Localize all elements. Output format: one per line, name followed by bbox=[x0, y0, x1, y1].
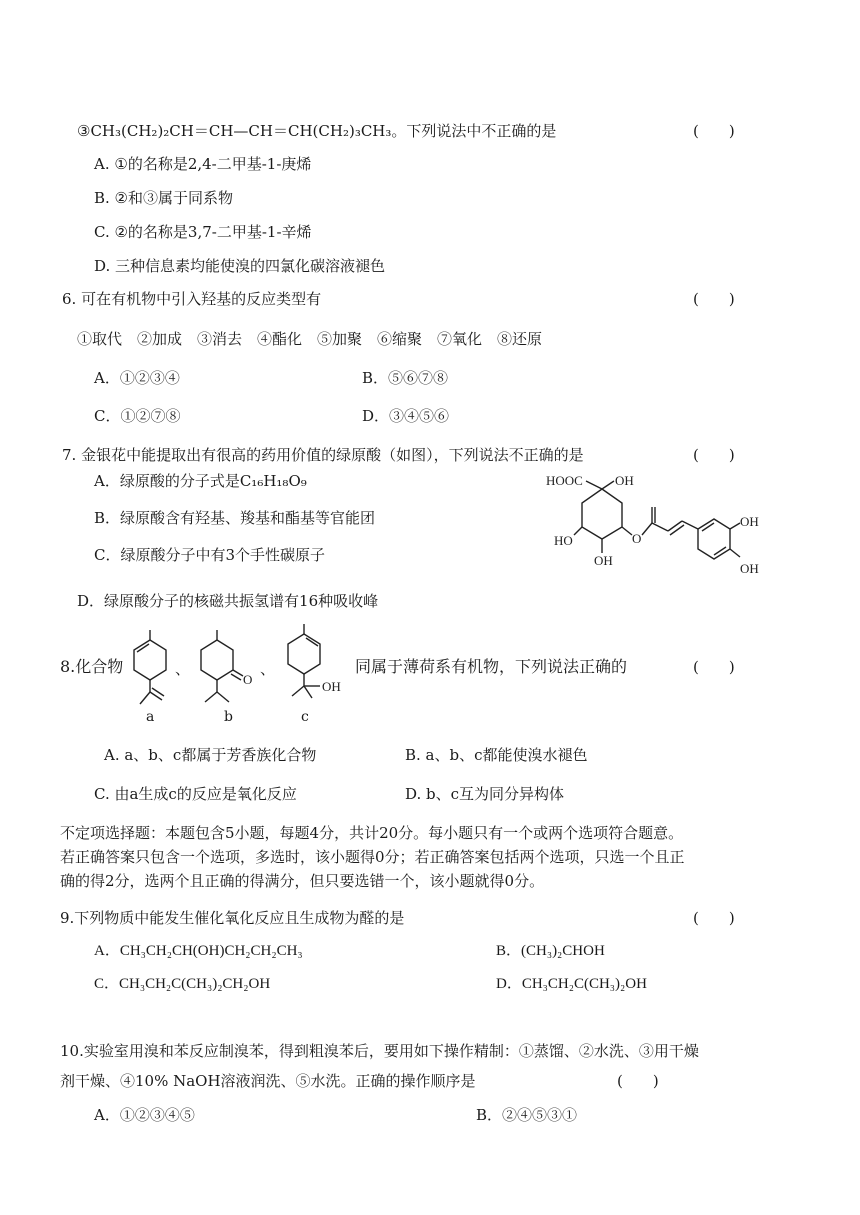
ho-label-left: HO bbox=[554, 533, 573, 548]
oh-label-top: OH bbox=[615, 473, 634, 488]
label-a: a bbox=[146, 709, 155, 725]
q6-stem: 6. 可在有机物中引入羟基的反应类型有 bbox=[62, 290, 322, 308]
q5-option-a: A. ①的名称是2,4-二甲基-1-庚烯 bbox=[94, 155, 312, 173]
q8-option-a: A. a、b、c都属于芳香族化合物 bbox=[104, 746, 317, 764]
q6-option-a: A．①②③④ bbox=[94, 369, 180, 387]
oh-label-ring-2: OH bbox=[740, 561, 759, 576]
q8-suffix: 同属于薄荷系有机物，下列说法正确的 bbox=[355, 657, 628, 676]
q9-answer-bracket: ( ) bbox=[693, 909, 735, 927]
q6-option-d: D．③④⑤⑥ bbox=[362, 407, 450, 425]
q8-separator-1: 、 bbox=[175, 660, 191, 678]
q10-stem-line-1: 10.实验室用溴和苯反应制溴苯，得到粗溴苯后，要用如下操作精制：①蒸馏、②水洗、③用干燥 bbox=[60, 1042, 699, 1060]
q7-option-c: C．绿原酸分子中有3个手性碳原子 bbox=[94, 546, 326, 564]
q9-option-d: D．CH₃CH₂C(CH₃)₂OH bbox=[496, 976, 647, 992]
q9-stem: 9.下列物质中能发生催化氧化反应且生成物为醛的是 bbox=[60, 909, 405, 927]
ester-oxygen-label: O bbox=[632, 531, 642, 546]
cooh-label: HOOC bbox=[546, 473, 583, 488]
section-instructions-2: 若正确答案只包含一个选项，多选时，该小题得0分；若正确答案包括两个选项，只选一个且正 bbox=[60, 848, 685, 866]
q8-option-c: C. 由a生成c的反应是氧化反应 bbox=[94, 785, 297, 803]
q7-option-a: A．绿原酸的分子式是C₁₆H₁₈O₉ bbox=[94, 472, 307, 490]
label-b: b bbox=[224, 709, 233, 725]
q5-stem: ③CH₃(CH₂)₂CH＝CH—CH＝CH(CH₂)₃CH₃。下列说法中不正确的是 bbox=[77, 122, 557, 140]
q10-stem-line-2: 剂干燥、④10% NaOH溶液润洗、⑤水洗。正确的操作顺序是 bbox=[60, 1072, 476, 1090]
q10-option-a: A．①②③④⑤ bbox=[94, 1106, 195, 1124]
q8-option-d: D. b、c互为同分异构体 bbox=[405, 785, 565, 803]
chlorogenic-acid-structure bbox=[540, 465, 770, 585]
q10-answer-bracket: ( ) bbox=[617, 1072, 659, 1090]
oh-label-ring-1: OH bbox=[740, 514, 759, 529]
q5-answer-bracket: ( ) bbox=[693, 122, 735, 140]
q8-prefix: 8.化合物 bbox=[60, 657, 124, 676]
q9-option-b: B．(CH₃)₂CHOH bbox=[496, 943, 605, 959]
q9-option-a: A．CH₃CH₂CH(OH)CH₂CH₂CH₃ bbox=[94, 943, 303, 959]
q7-option-d: D．绿原酸分子的核磁共振氢谱有16种吸收峰 bbox=[77, 592, 379, 610]
hydroxyl-label: OH bbox=[322, 679, 341, 694]
q5-option-b: B. ②和③属于同系物 bbox=[94, 189, 234, 207]
ketone-oxygen-label: O bbox=[243, 672, 253, 687]
q8-answer-bracket: ( ) bbox=[693, 658, 735, 676]
q7-stem: 7. 金银花中能提取出有很高的药用价值的绿原酸（如图），下列说法不正确的是 bbox=[62, 446, 584, 464]
q6-option-c: C．①②⑦⑧ bbox=[94, 407, 181, 425]
compound-c-structure bbox=[282, 622, 352, 702]
section-instructions-3: 确的得2分，选两个且正确的得满分，但只要选错一个，该小题就得0分。 bbox=[60, 872, 545, 890]
label-c: c bbox=[301, 709, 309, 725]
q5-option-d: D. 三种信息素均能使溴的四氯化碳溶液褪色 bbox=[94, 257, 386, 275]
q5-option-c: C. ②的名称是3,7-二甲基-1-辛烯 bbox=[94, 223, 312, 241]
q8-option-b: B. a、b、c都能使溴水褪色 bbox=[405, 746, 588, 764]
q7-option-b: B．绿原酸含有羟基、羧基和酯基等官能团 bbox=[94, 509, 376, 527]
section-instructions-1: 不定项选择题：本题包含5小题，每题4分，共计20分。每小题只有一个或两个选项符合题意。 bbox=[60, 824, 684, 842]
q9-option-c: C．CH₃CH₂C(CH₃)₂CH₂OH bbox=[94, 976, 271, 992]
q7-answer-bracket: ( ) bbox=[693, 446, 735, 464]
compound-b-structure bbox=[195, 628, 265, 708]
q6-answer-bracket: ( ) bbox=[693, 290, 735, 308]
q6-option-b: B．⑤⑥⑦⑧ bbox=[362, 369, 449, 387]
q10-option-b: B．②④⑤③① bbox=[476, 1106, 578, 1124]
q8-separator-2: 、 bbox=[260, 660, 276, 678]
oh-label-bottom: OH bbox=[594, 553, 613, 568]
q6-reaction-list: ①取代 ②加成 ③消去 ④酯化 ⑤加聚 ⑥缩聚 ⑦氧化 ⑧还原 bbox=[77, 330, 543, 348]
compound-a-structure bbox=[128, 628, 178, 708]
